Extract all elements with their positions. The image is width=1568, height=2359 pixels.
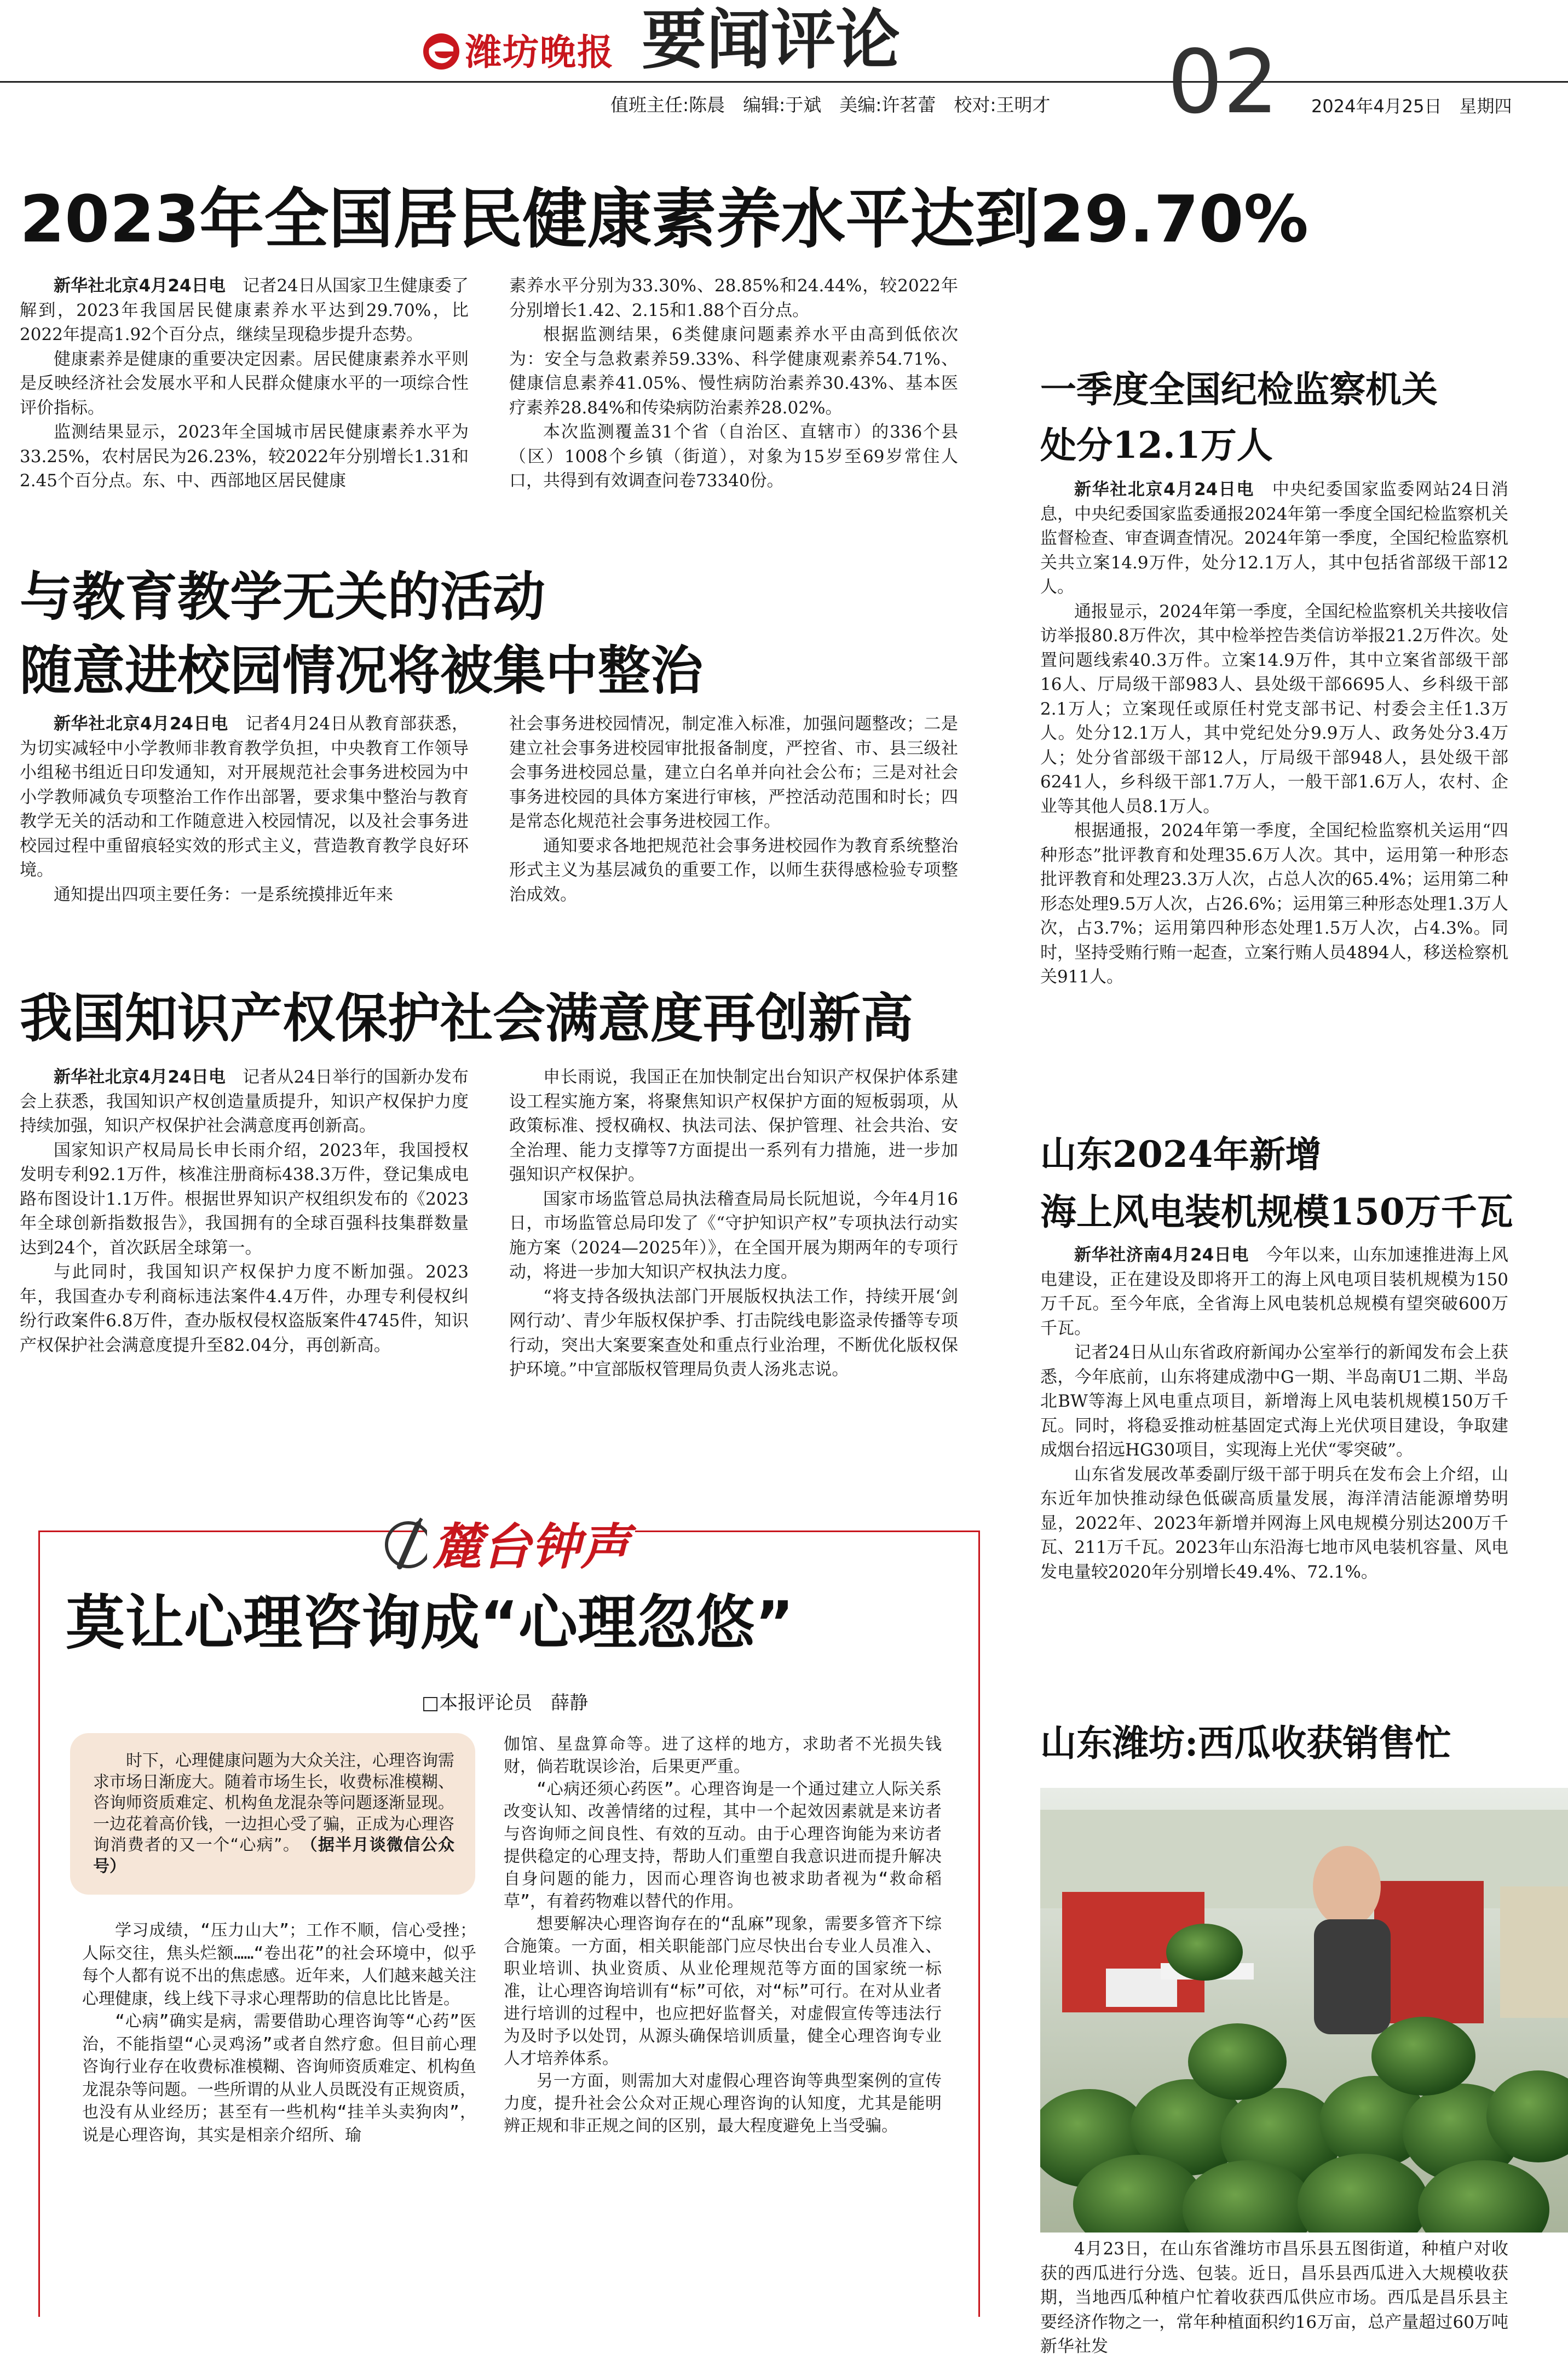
article-2-para: 通知提出四项主要任务：一是系统摸排近年来 [54,884,393,905]
opinion-para: 伽馆、星盘算命等。进了这样的地方，求助者不光损失钱财，倘若耽误诊治，后果更严重。 [504,1735,942,1776]
article-4-body [1040,477,1508,989]
article-3-para: 新华社北京4月24日电 记者从24日举行的国新办发布会上获悉，我国知识产权创造量质提升，知识产权保护力度持续加强，知识产权保护社会满意度再创新高。 [20,1067,469,1136]
opinion-para: “心病还须心药医”。心理咨询是一个通过建立人际关系改变认知、改善情绪的过程，其中一个起效因素就是来访者与咨询师之间良性、有效的互动。由于心理咨询能为来访者提供稳定的心理支持，帮助人们重塑自我意识进而提升解决自身问题的能力，因而心理咨询也被求助者视为“救命稻草”，有着药物难以替代的作用。 [504,1780,942,1911]
article-3-col-1 [20,1065,469,1357]
masthead-rule [0,81,1568,83]
dateline: 新华社北京4月24日电 [54,1067,226,1087]
article-6-title: 山东潍坊:西瓜收获销售忙 [1040,1722,1451,1764]
opinion-para: 另一方面，则需加大对虚假心理咨询等典型案例的宣传力度，提升社会公众对正规心理咨询的认知度，尤其是能明辨正规和非正规之间的区别，最大程度避免上当受骗。 [504,2072,942,2136]
article-2-col-2 [509,712,958,907]
article-3-para: 申长雨说，我国正在加快制定出台知识产权保护体系建设工程实施方案，将聚焦知识产权保护方面的短板弱项，从政策标准、授权确权、执法司法、保护管理、社会共治、安全治理、能力支撑等7方面提出一系列有力措施，进一步加强知识产权保护。 [509,1067,958,1184]
opinion-quote-box [70,1733,475,1895]
paper-logo-icon [422,32,461,71]
issue-date: 2024年4月25日 星期四 [1311,96,1512,117]
dateline: 新华社北京4月24日电 [1074,480,1255,499]
dateline: 新华社济南4月24日电 [1074,1245,1249,1265]
opinion-quote-source: （据半月谈微信公众号） [93,1836,455,1876]
article-2-para: 通知要求各地把规范社会事务进校园作为教育系统整治形式主义为基层减负的重要工作，以师生获得感检验专项整治成效。 [509,836,958,905]
opinion-column-logo: 麓台钟声 [427,1517,635,1577]
article-4-para: 通报显示，2024年第一季度，全国纪检监察机关共接收信访举报80.8万件次，其中检举控告类信访举报21.2万件次。处置问题线索40.3万件。立案14.9万件，其中立案省部级干部16人、厅局级干部983人、县处级干部6695人、乡科级干部2.1万人；立案现任或原任村党支部书记、村委会主任1.3万人。处分12.1万人，其中党纪处分9.9万人、政务处分3.4万人；处分省部级干部12人，厅局级干部948人，县处级干部6241人，乡科级干部1.7万人，一般干部1.6万人，农村、企业等其他人员8.1万人。 [1040,601,1508,816]
opinion-para: “心病”确实是病，需要借助心理咨询等“心药”医治，不能指望“心灵鸡汤”或者自然疗愈。但目前心理咨询行业存在收费标准模糊、咨询师资质难定、机构鱼龙混杂等问题。一些所谓的从业人员既没有正规资质，也没有从业经历；甚至有一些机构“挂羊头卖狗肉”，说是心理咨询，其实是相亲介绍所、瑜 [82,2012,476,2145]
article-4-title-line-1: 一季度全国纪检监察机关 [1040,368,1438,411]
article-1-para: 本次监测覆盖31个省（自治区、直辖市）的336个县（区）1008个乡镇（街道），对象为15岁至69岁常住人口，共得到有效调查问卷73340份。 [509,422,958,491]
article-2-col-1 [20,712,469,907]
opinion-para: 想要解决心理咨询存在的“乱麻”现象，需要多管齐下综合施策。一方面，相关职能部门应尽快出台专业人员准入、职业培训、执业资质、从业伦理规范等方面的国家统一标准，让心理咨询培训有“标”可依，对“标”可行。在对从业者进行培训的过程中，也应把好监督关，对虚假宣传等违法行为及时予以处罚，从源头确保培训质量，健全心理咨询专业人才培养体系。 [504,1914,942,2068]
article-3-col-2 [509,1065,958,1382]
opinion-title: 莫让心理咨询成“心理忽悠” [66,1589,794,1658]
article-2-para: 新华社北京4月24日电 记者4月24日从教育部获悉，为切实减轻中小学教师非教育教学负担，中央教育工作领导小组秘书组近日印发通知，对开展规范社会事务进校园为中小学教师减负专项整治工作作出部署，要求集中整治与教育教学无关的活动和工作随意进入校园情况，以及社会事务进校园过程中重留痕轻实效的形式主义，营造教育教学良好环境。 [20,714,469,880]
article-2-title-line-1: 与教育教学无关的活动 [20,566,545,628]
staff-credits: 值班主任:陈晨 编辑:于斌 美编:许茗蕾 校对:王明才 [610,94,1051,116]
article-2-para: 社会事务进校园情况，制定准入标准，加强问题整改；二是建立社会事务进校园审批报备制度，严控省、市、县三级社会事务进校园总量，建立白名单并向社会公布；三是对社会事务进校园的具体方案进行审核，严控活动范围和时长；四是常态化规范社会事务进校园工作。 [509,714,958,831]
opinion-bell-icon [383,1514,434,1574]
opinion-quote: 时下，心理健康问题为大众关注，心理咨询需求市场日渐庞大。随着市场生长，收费标准模糊、咨询师资质难定、机构鱼龙混杂等问题逐渐显现。一边花着高价钱，一边担心受了骗，正成为心理咨询消费者的又一个“心病”。 （据半月谈微信公众号） [93,1751,455,1876]
article-5-para: 山东省发展改革委副厅级干部于明兵在发布会上介绍，山东近年加快推动绿色低碳高质量发展，海洋清洁能源增势明显，2022年、2023年新增并网海上风电规模分别达200万千瓦、211万千瓦。2023年山东沿海七地市风电装机容量、风电发电量较2020年分别增长49.4%、72.1%。 [1040,1464,1508,1582]
article-4-title-line-2: 处分12.1万人 [1040,424,1273,467]
article-1-col-1 [20,274,469,493]
article-1-para: 监测结果显示，2023年全国城市居民健康素养水平为33.25%，农村居民为26.23%，较2022年分别增长1.31和2.45个百分点。东、中、西部地区居民健康 [20,422,469,491]
article-1-para: 根据监测结果，6类健康问题素养水平由高到低依次为：安全与急救素养59.33%、科学健康观素养54.71%、健康信息素养41.05%、慢性病防治素养30.43%、基本医疗素养28.84%和传染病防治素养28.02%。 [509,325,958,418]
article-1-para: 素养水平分别为33.30%、28.85%和24.44%，较2022年分别增长1.42、2.15和1.88个百分点。 [509,276,958,320]
dateline: 新华社北京4月24日电 [54,714,228,734]
opinion-col-right [504,1733,942,2137]
page-number: 02 [1167,31,1279,133]
section-name: 要闻评论 [642,2,901,78]
article-4-para: 根据通报，2024年第一季度，全国纪检监察机关运用“四种形态”批评教育和处理35.6万人次。其中，运用第一种形态批评教育和处理23.3万人次，占总人次的65.4%；运用第二种形态处理9.5万人次，占26.6%；运用第三种形态处理1.3万人次，占3.7%；运用第四种形态处理1.5万人次，占4.3%。同时，坚持受贿行贿一起查，立案行贿人员4894人，移送检察机关911人。 [1040,821,1508,987]
article-1-title: 2023年全国居民健康素养水平达到29.70% [20,181,1308,257]
article-1-para: 健康素养是健康的重要决定因素。居民健康素养水平则是反映经济社会发展水平和人民群众健康水平的一项综合性评价指标。 [20,349,469,418]
article-4-para: 新华社北京4月24日电 中央纪委国家监委网站24日消息，中央纪委国家监委通报2024年第一季度全国纪检监察机关监督检查、审查调查情况。2024年第一季度，全国纪检监察机关共立案14.9万件，处分12.1万人，其中包括省部级干部12人。 [1040,480,1508,597]
article-5-para: 记者24日从山东省政府新闻办公室举行的新闻发布会上获悉，今年底前，山东将建成渤中G一期、半岛南U1二期、半岛北BW等海上风电重点项目，新增海上风电装机规模150万千瓦。同时，将稳妥推动桩基固定式海上光伏项目建设，争取建成烟台招远HG30项目，实现海上光伏“零突破”。 [1040,1343,1508,1460]
article-3-para: “将支持各级执法部门开展版权执法工作，持续开展‘剑网行动’、青少年版权保护季、打击院线电影盗录传播等专项行动，突出大案要案查处和重点行业治理，不断优化版权保护环境。”中宣部版权管理局负责人汤兆志说。 [509,1286,958,1379]
opinion-col-left [82,1919,476,2147]
article-5-title-line-1: 山东2024年新增 [1040,1133,1322,1176]
article-1-para: 新华社北京4月24日电 记者24日从国家卫生健康委了解到，2023年我国居民健康素养水平达到29.70%，比2022年提高1.92个百分点，继续呈现稳步提升态势。 [20,276,469,344]
article-1-col-2 [509,274,958,493]
article-3-para: 与此同时，我国知识产权保护力度不断加强。2023年，我国查办专利商标违法案件4.4万件，办理专利侵权纠纷行政案件6.8万件，查办版权侵权盗版案件4745件，知识产权保护社会满意度提升至82.04分，再创新高。 [20,1262,469,1355]
opinion-para: 学习成绩，“压力山大”；工作不顺，信心受挫；人际交往，焦头烂额……“卷出花”的社会环境中，似乎每个人都有说不出的焦虑感。近年来，人们越来越关注心理健康，线上线下寻求心理帮助的信息比比皆是。 [82,1921,476,2009]
article-5-title-line-2: 海上风电装机规模150万千瓦 [1040,1190,1513,1233]
article-5-body [1040,1243,1508,1584]
article-5-para: 新华社济南4月24日电 今年以来，山东加速推进海上风电建设，正在建设及即将开工的海上风电项目装机规模为150万千瓦。至今年底，全省海上风电装机总规模有望突破600万千瓦。 [1040,1245,1508,1338]
photo-caption: 4月23日，在山东省潍坊市昌乐县五图街道，种植户对收获的西瓜进行分选、包装。近日，昌乐县西瓜进入大规模收获期，当地西瓜种植户忙着收获西瓜供应市场。西瓜是昌乐县主要经济作物之一，常年种植面积约16万亩，总产量超过60万吨 新华社发 [1040,2239,1542,2356]
article-3-para: 国家知识产权局局长申长雨介绍，2023年，我国授权发明专利92.1万件，核准注册商标438.3万件，登记集成电路布图设计1.1万件。根据世界知识产权组织发布的《2023年全球创新指数报告》，我国拥有的全球百强科技集群数量达到24个，首次跃居全球第一。 [20,1140,469,1258]
dateline: 新华社北京4月24日电 [54,276,226,296]
paper-name: 潍坊晚报 [465,31,614,73]
article-3-title: 我国知识产权保护社会满意度再创新高 [20,988,913,1049]
article-3-para: 国家市场监管总局执法稽查局局长阮旭说，今年4月16日，市场监管总局印发了《“守护知识产权”专项执法行动实施方案（2024—2025年）》，在全国开展为期两年的专项行动，将进一步加大知识产权执法力度。 [509,1189,958,1282]
article-2-title-line-2: 随意进校园情况将被集中整治 [20,640,703,701]
watermelon-harvest-photo [1040,1788,1568,2233]
opinion-byline: □本报评论员 薛静 [422,1692,589,1714]
masthead [0,0,1568,131]
